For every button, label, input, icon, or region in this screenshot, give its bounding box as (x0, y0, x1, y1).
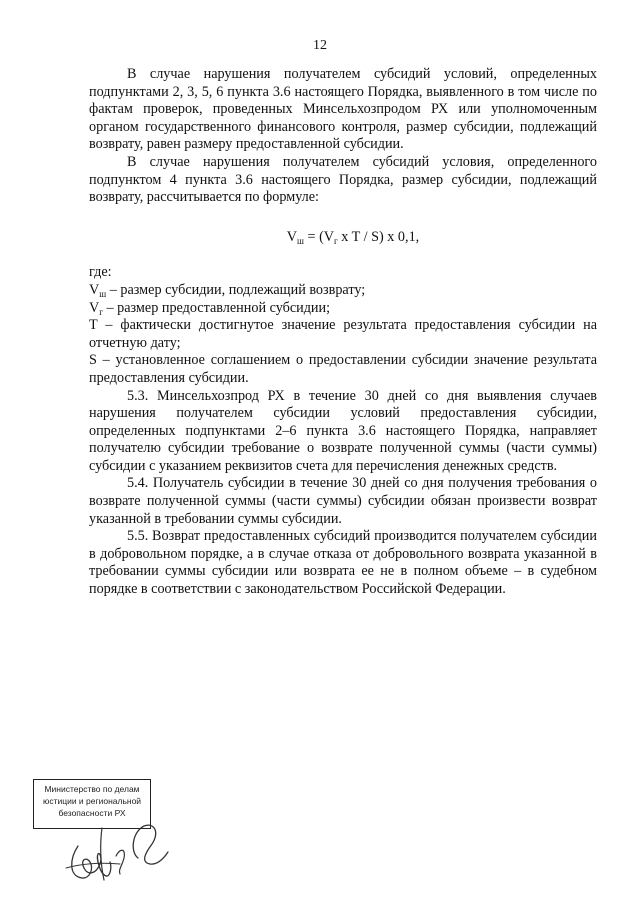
definition-s: S – установленное соглашением о предоставлении субсидии значение результата предоставления субсидии. (89, 352, 597, 386)
formula-lhs-subscript: ш (297, 235, 304, 246)
formula-mid-subscript: г (334, 235, 338, 246)
signature-drawing (60, 818, 190, 888)
stamp-line-1: Министерство по делам (44, 784, 140, 794)
definition-vsh-subscript: ш (99, 288, 107, 299)
stamp-line-3: безопасности РХ (58, 808, 126, 818)
definition-vg (89, 300, 597, 318)
definition-vsh-symbol: V (89, 281, 100, 298)
definition-vg-text: – размер предоставленной субсидии; (102, 299, 331, 316)
formula-lhs: V (286, 228, 298, 245)
handwritten-signature (60, 818, 190, 888)
paragraph-5-4: 5.4. Получатель субсидии в течение 30 дней со дня получения требования о возврате полученной суммы (части суммы) субсидии обязан произвести возврат указанной в требовании суммы субсидии. (89, 475, 597, 527)
refund-formula (89, 229, 597, 247)
paragraph-5-5: 5.5. Возврат предоставленных субсидий производится получателем субсидии в добровольном порядке, а в случае отказа от добровольного возврата указанной в требовании суммы субсидии или возврата ее не в полном объеме – в судебном порядке в соответствии с законодательством Российской Федерации. (89, 528, 597, 598)
where-label: где: (89, 264, 112, 281)
definition-t: T – фактически достигнутое значение результата предоставления субсидии на отчетную дату; (89, 317, 597, 351)
definition-vsh-text: – размер субсидии, подлежащий возврату; (106, 281, 366, 298)
paragraph-refund-formula-intro: В случае нарушения получателем субсидий условия, определенного подпунктом 4 пункта 3.6 настоящего Порядка, размер субсидии, подлежащий возврату, рассчитывается по формуле: (89, 153, 597, 206)
formula-eq-open: = (V (303, 228, 335, 245)
paragraph-5-3: 5.3. Минсельхозпрод РХ в течение 30 дней со дня выявления случаев нарушения получателем субсидии условий предоставления субсидии, определенных подпунктами 2–6 пункта 3.6 настоящего Порядка, направляет получателю субсидии требование о возврате полученной суммы (части суммы) субсидии с указанием реквизитов счета для перечисления денежных средств. (89, 387, 597, 474)
paragraph-refund-full: В случае нарушения получателем субсидий условий, определенных подпунктами 2, 3, 5, 6 пункта 3.6 настоящего Порядка, выявленного в том числе по фактам проверок, проведенных Минсельхозпродом РХ или уполномоченным органом государственного финансового контроля, размер субсидии, подлежащий возврату, равен размеру предоставленной субсидии. (89, 66, 597, 153)
definition-vg-symbol: V (89, 299, 100, 316)
definition-vg-subscript: г (99, 306, 103, 317)
definition-vsh (89, 282, 597, 300)
formula-rest: x T / S) x 0,1, (337, 228, 420, 245)
document-body (89, 66, 597, 599)
page-number: 12 (313, 38, 327, 53)
stamp-line-2: юстиции и региональной (42, 796, 142, 806)
